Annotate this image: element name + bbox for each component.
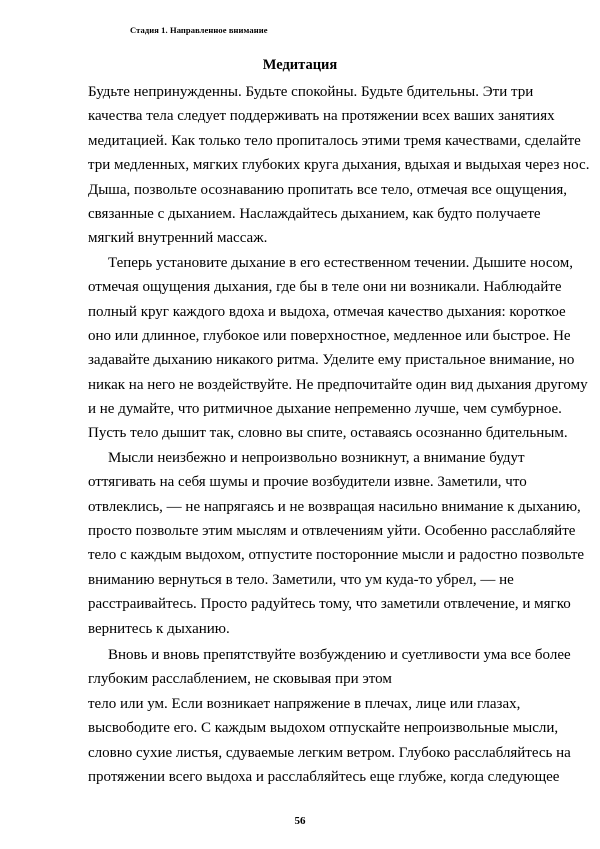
text-line: Дыша, позвольте осознаванию пропитать все тело, отмечая все ощущения, [88, 181, 568, 198]
text-line: и не думайте, что ритмичное дыхание непременно лучше, чем сумбурное. [88, 401, 562, 418]
running-head: Стадия 1. Направленное внимание [130, 25, 268, 35]
text-line: оттягивать на себя шумы и прочие возбудители извне. Заметили, что [88, 474, 527, 491]
text-line: Мысли неизбежно и непроизвольно возникнут, а внимание будут [108, 449, 525, 466]
text-line: никак на него не воздействуйте. Не предпочитайте один вид дыхания другому [88, 376, 588, 393]
text-line: просто позвольте этим мыслям и отвлечениям уйти. Особенно расслабляйте [88, 523, 576, 540]
text-line: связанные с дыханием. Наслаждайтесь дыханием, как будто получаете [88, 205, 541, 222]
text-line: тело с каждым выдохом, отпустите посторонние мысли и радостно позвольте [88, 547, 585, 564]
text-line: вниманию вернуться в тело. Заметили, что ум куда-то убрел, — не [88, 571, 514, 588]
text-line: Теперь установите дыхание в его естественном течении. Дышите носом, [108, 254, 573, 271]
text-line: протяжении всего выдоха и расслабляйтесь еще глубже, когда следующее [88, 768, 560, 785]
text-line: Вновь и вновь препятствуйте возбуждению и суетливости ума все более [108, 646, 571, 663]
text-line: высвободите его. С каждым выдохом отпускайте непроизвольные мысли, [88, 720, 559, 737]
text-line: качества тела следует поддерживать на протяжении всех ваших занятиях [88, 108, 555, 125]
text-line: полный круг каждого вдоха и выдоха, отмечая качество дыхания: короткое [88, 303, 566, 320]
page-title: Медитация [262, 57, 338, 73]
text-line: отмечая ощущения дыхания, где бы в теле они ни возникали. Наблюдайте [88, 279, 562, 296]
text-line: мягкий внутренний массаж. [88, 230, 268, 247]
text-line: Будьте непринужденны. Будьте спокойны. Будьте бдительны. Эти три [88, 84, 534, 100]
text-line: словно сухие листья, сдуваемые легким ветром. Глубоко расслабляйтесь на [88, 744, 571, 761]
body-text [88, 80, 590, 789]
text-line: вернитесь к дыханию. [88, 620, 230, 637]
text-line: оно или длинное, глубокое или поверхностное, медленное или быстрое. Не [88, 327, 571, 344]
text-line: Пусть тело дышит так, словно вы спите, оставаясь осознанно бдительным. [88, 425, 568, 442]
page-number: 56 [294, 815, 306, 827]
text-line: расстраивайтесь. Просто радуйтесь тому, что заметили отвлечение, и мягко [88, 596, 571, 613]
text-line: задавайте дыханию никакого ритма. Уделите ему пристальное внимание, но [88, 352, 575, 369]
text-line: медитацией. Как только тело пропиталось этими тремя качествами, сделайте [88, 132, 581, 149]
text-line: глубоким расслаблением, не сковывая при этом [88, 671, 392, 688]
text-line: отвлеклись, — не напрягаясь и не возвращая насильно внимание к дыханию, [88, 498, 581, 515]
text-line: тело или ум. Если возникает напряжение в плечах, лице или глазах, [88, 695, 521, 712]
text-line: три медленных, мягких глубоких круга дыхания, вдыхая и выдыхая через нос. [88, 157, 590, 174]
